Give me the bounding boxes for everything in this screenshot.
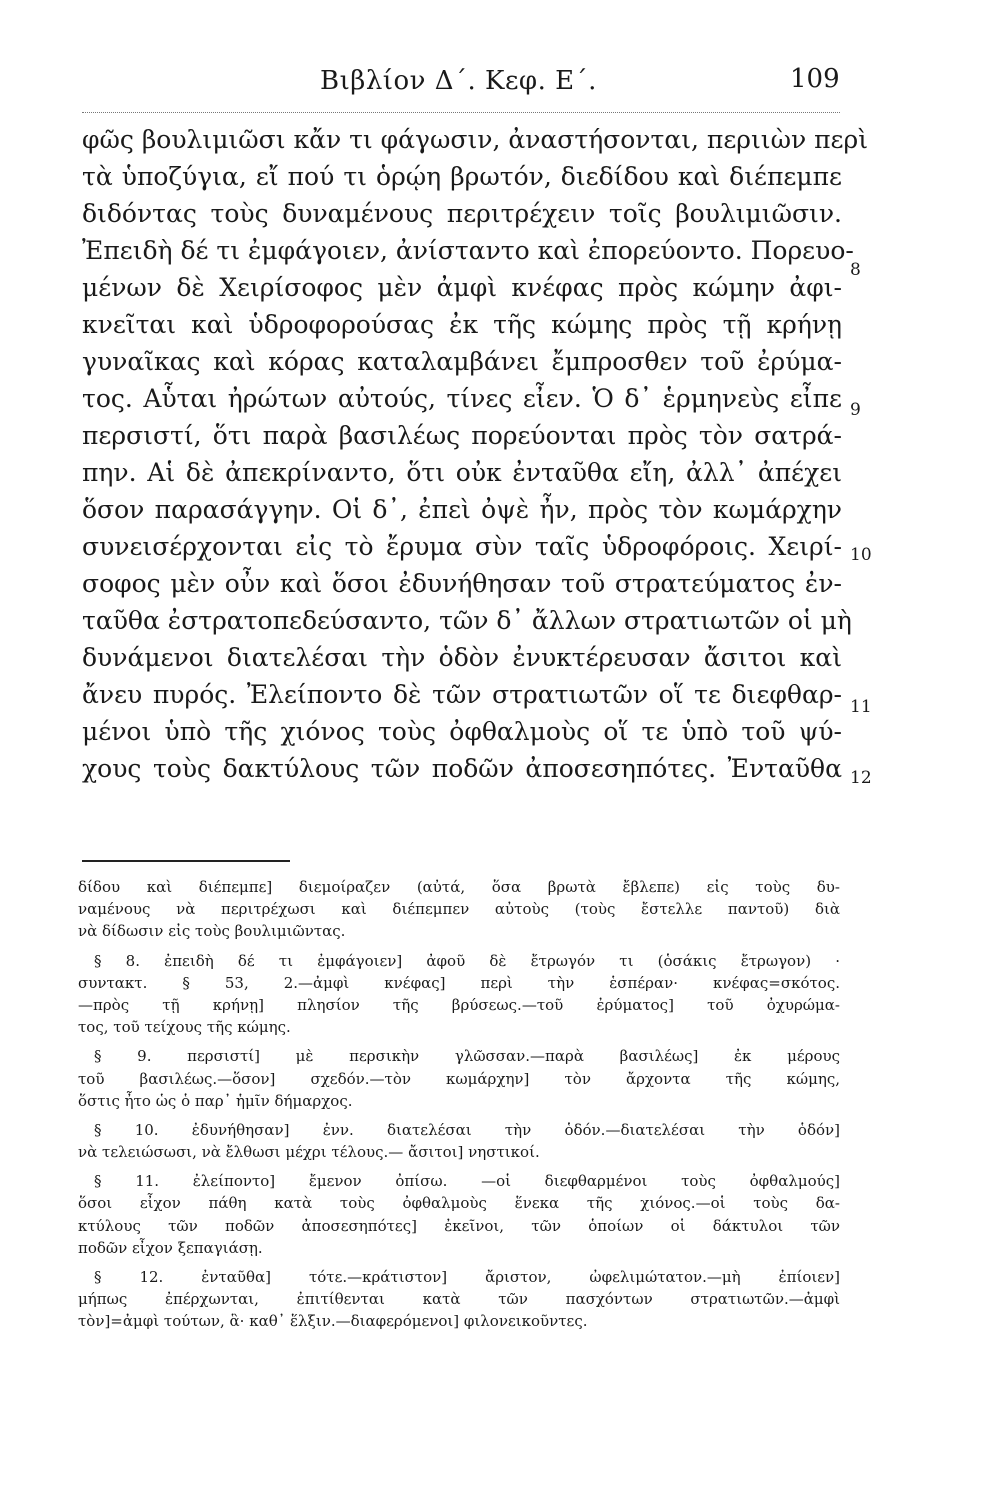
text-line: μένοι ὑπὸ τῆς χιόνος τοὺς ὀφθαλμοὺς οἵ τε ὑπὸ τοῦ ψύ- [82,717,842,746]
note-line: § 8. ἐπειδὴ δέ τι ἐμφάγοιεν] ἀφοῦ δὲ ἔτρωγόν τι (ὁσάκις ἔτρωγον) · [94,951,840,970]
note-line: τος, τοῦ τείχους τῆς κώμης. [78,1018,291,1037]
running-header: Βιβλίον Δ΄. Κεφ. Ε΄. [320,66,597,96]
note-line: τοῦ βασιλέως.—ὅσον] σχεδόν.—τὸν κωμάρχην] τὸν ἄρχοντα τῆς κώμης, [78,1069,840,1088]
note-line: —πρὸς τῇ κρήνῃ] πλησίον τῆς βρύσεως.—τοῦ ἐρύματος] τοῦ ὀχυρώμα- [78,995,840,1014]
note-line: νὰ τελειώσωσι, νὰ ἔλθωσι μέχρι τέλους.— ἄσιτοι] νηστικοί. [78,1143,540,1162]
note-line: ὅστις ἦτο ὡς ὁ παρ᾽ ἡμῖν δήμαρχος. [78,1091,353,1110]
text-line: δυνάμενοι διατελέσαι τὴν ὁδὸν ἐνυκτέρευσαν ἄσιτοι καὶ [82,643,842,672]
text-line: μένων δὲ Χειρίσοφος μὲν ἀμφὶ κνέφας πρὸς κώμην ἀφι- [82,273,842,302]
note-line: μήπως ἐπέρχωνται, ἐπιτίθενται κατὰ τῶν πασχόντων στρατιωτῶν.—ἀμφὶ [78,1290,840,1309]
text-line: πην. Αἱ δὲ ἀπεκρίναντο, ὅτι οὐκ ἐνταῦθα εἴη, ἀλλ᾽ ἀπέχει [82,458,842,487]
footnote-rule [82,860,290,862]
note-line: δίδου καὶ διέπεμπε] διεμοίραζεν (αὐτά, ὅσα βρωτὰ ἔβλεπε) εἰς τοὺς δυ- [78,878,840,896]
text-line: ταῦθα ἐστρατοπεδεύσαντο, τῶν δ᾽ ἄλλων στρατιωτῶν οἱ μὴ [82,606,852,635]
section-number-8: 8 [850,260,861,280]
page-number: 109 [790,64,840,94]
note-line: κτύλους τῶν ποδῶν ἀποσεσηπότες] ἐκεῖνοι, τῶν ὁποίων οἱ δάκτυλοι τῶν [78,1216,840,1235]
text-line: τὰ ὑποζύγια, εἴ πού τι ὁρῴη βρωτόν, διεδίδου καὶ διέπεμπε [82,162,842,191]
note-line: ὅσοι εἶχον πάθη κατὰ τοὺς ὀφθαλμοὺς ἕνεκα τῆς χιόνος.—οἱ τοὺς δα- [78,1194,840,1213]
section-number-10: 10 [850,545,872,565]
text-line: ἄνευ πυρός. Ἐλείποντο δὲ τῶν στρατιωτῶν οἵ τε διεφθαρ- [82,680,842,709]
note-line: ναμένους νὰ περιτρέχωσι καὶ διέπεμπεν αὐτοὺς (τοὺς ἔστελλε παντοῦ) διὰ [78,900,840,919]
text-line: κνεῖται καὶ ὑδροφορούσας ἐκ τῆς κώμης πρὸς τῇ κρήνῃ [82,310,842,339]
text-line: ὅσον παρασάγγην. Οἱ δ᾽, ἐπεὶ ὀψὲ ἦν, πρὸς τὸν κωμάρχην [82,495,842,524]
text-line: διδόντας τοὺς δυναμένους περιτρέχειν τοῖς βουλιμιῶσιν. [82,199,842,228]
section-number-12: 12 [850,768,872,788]
note-line: ποδῶν εἶχον ξεπαγιάσῃ. [78,1238,263,1257]
text-line: σοφος μὲν οὖν καὶ ὅσοι ἐδυνήθησαν τοῦ στρατεύματος ἐν- [82,569,842,598]
text-line: γυναῖκας καὶ κόρας καταλαμβάνει ἔμπροσθεν τοῦ ἐρύμα- [82,347,842,376]
note-line: § 11. ἐλείποντο] ἔμενον ὀπίσω. —οἱ διεφθαρμένοι τοὺς ὀφθαλμούς] [94,1172,840,1191]
text-line: συνεισέρχονται εἰς τὸ ἔρυμα σὺν ταῖς ὑδροφόροις. Χειρί- [82,532,842,561]
note-line: νὰ δίδωσιν εἰς τοὺς βουλιμιῶντας. [78,922,346,941]
section-number-11: 11 [850,697,872,717]
text-line: Ἐπειδὴ δέ τι ἐμφάγοιεν, ἀνίσταντο καὶ ἐπορεύοντο. Πορευο- [82,236,854,265]
header-rule [82,112,840,113]
text-line: φῶς βουλιμιῶσι κἄν τι φάγωσιν, ἀναστήσονται, περιιὼν περὶ [82,125,868,154]
note-line: συντακτ. § 53, 2.—ἀμφὶ κνέφας] περὶ τὴν ἑσπέραν· κνέφας=σκότος. [78,973,840,992]
note-line: § 10. ἐδυνήθησαν] ἐνν. διατελέσαι τὴν ὁδόν.—διατελέσαι τὴν ὁδόν] [94,1120,840,1139]
note-line: § 9. περσιστί] μὲ περσικὴν γλῶσσαν.—παρὰ βασιλέως] ἐκ μέρους [94,1047,840,1066]
section-number-9: 9 [850,400,861,420]
note-line: τὸν]=ἀμφὶ τούτων, ἃ· καθ᾽ ἕλξιν.—διαφερόμενοι] φιλονεικοῦντες. [78,1312,588,1331]
text-line: περσιστί, ὅτι παρὰ βασιλέως πορεύονται πρὸς τὸν σατρά- [82,421,842,450]
text-line: τος. Αὗται ἠρώτων αὐτούς, τίνες εἶεν. Ὁ δ᾽ ἑρμηνεὺς εἶπε [82,384,842,413]
text-line: χους τοὺς δακτύλους τῶν ποδῶν ἀποσεσηπότες. Ἐνταῦθα [82,754,842,783]
note-line: § 12. ἐνταῦθα] τότε.—κράτιστον] ἄριστον, ὠφελιμώτατον.—μὴ ἐπίοιεν] [94,1268,840,1286]
commentary-notes [78,876,840,1333]
